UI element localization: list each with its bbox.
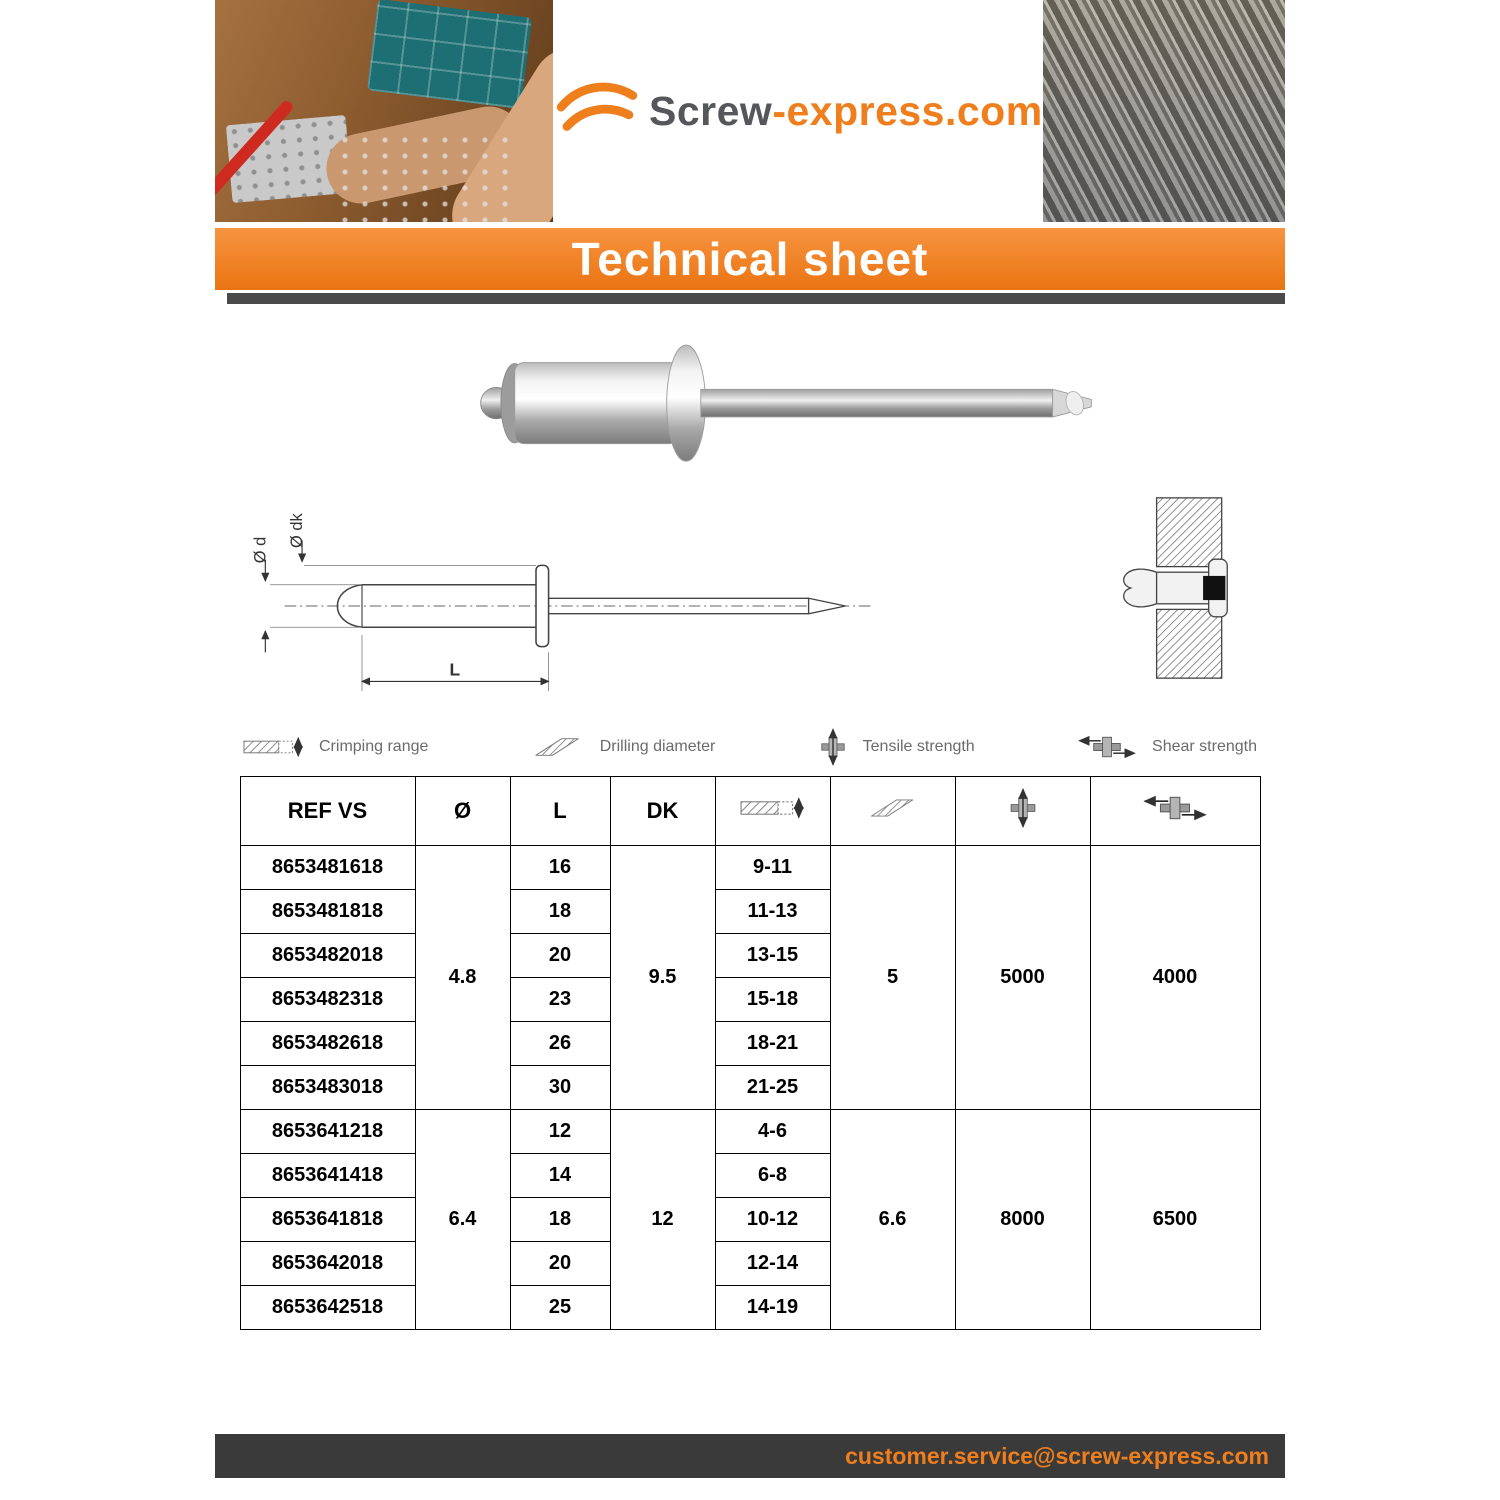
diameter-cell: 4.8 <box>415 846 510 1110</box>
diagram-row <box>215 490 1285 722</box>
installed-rivet-diagram <box>1099 490 1257 686</box>
crimp-cell: 4-6 <box>715 1110 830 1154</box>
tensile-cell: 8000 <box>955 1110 1090 1330</box>
customer-service-email: customer.service@screw-express.com <box>845 1442 1269 1469</box>
dk-cell: 12 <box>610 1110 715 1330</box>
banner <box>215 228 1285 290</box>
length-cell: 26 <box>510 1022 610 1066</box>
legend-crimping-label: Crimping range <box>319 738 429 755</box>
dk-cell: 9.5 <box>610 846 715 1110</box>
label-diameter-d: Ø d <box>251 536 270 564</box>
workbench-photo <box>215 0 553 222</box>
table-row <box>240 846 1260 890</box>
ref-cell: 8653482618 <box>240 1022 415 1066</box>
crimp-cell: 12-14 <box>715 1242 830 1286</box>
legend-shear-label: Shear strength <box>1152 738 1257 755</box>
drill-cell: 5 <box>830 846 955 1110</box>
rivet-photo-svg <box>430 330 1130 480</box>
crimp-cell: 11-13 <box>715 890 830 934</box>
shear-cell: 6500 <box>1090 1110 1260 1330</box>
drill-cell: 6.6 <box>830 1110 955 1330</box>
table-row <box>240 1110 1260 1154</box>
ref-cell: 8653642518 <box>240 1286 415 1330</box>
tensile-cell: 5000 <box>955 846 1090 1110</box>
crimp-cell: 18-21 <box>715 1022 830 1066</box>
ref-cell: 8653482318 <box>240 978 415 1022</box>
header-shear <box>1090 777 1260 846</box>
length-cell: 18 <box>510 1198 610 1242</box>
header-drilling <box>830 777 955 846</box>
table-header-row <box>240 777 1260 846</box>
header-diameter: Ø <box>415 777 510 846</box>
header-length: L <box>510 777 610 846</box>
header <box>215 0 1285 222</box>
length-cell: 18 <box>510 890 610 934</box>
technical-sheet-page <box>215 0 1285 1500</box>
logo-text-screw: Screw <box>649 87 773 134</box>
crimp-cell: 10-12 <box>715 1198 830 1242</box>
ref-cell: 8653641818 <box>240 1198 415 1242</box>
legend <box>215 726 1285 768</box>
length-cell: 25 <box>510 1286 610 1330</box>
ref-cell: 8653483018 <box>240 1066 415 1110</box>
drilling-diameter-icon <box>866 796 920 820</box>
diameter-cell: 6.4 <box>415 1110 510 1330</box>
crimp-cell: 21-25 <box>715 1066 830 1110</box>
tensile-strength-icon <box>1006 785 1040 831</box>
rivet-dimension-diagram <box>215 490 915 722</box>
ref-cell: 8653642018 <box>240 1242 415 1286</box>
ref-cell: 8653482018 <box>240 934 415 978</box>
scattered-screws <box>335 132 515 222</box>
length-cell: 20 <box>510 934 610 978</box>
rivet-photo <box>215 330 1285 482</box>
legend-tensile <box>817 726 975 768</box>
length-cell: 30 <box>510 1066 610 1110</box>
ref-cell: 8653641218 <box>240 1110 415 1154</box>
ref-cell: 8653481818 <box>240 890 415 934</box>
page-title: Technical sheet <box>571 233 929 285</box>
label-diameter-dk: Ø dk <box>288 513 307 548</box>
length-cell: 16 <box>510 846 610 890</box>
legend-drilling <box>530 735 716 759</box>
label-length: L <box>449 659 461 680</box>
screws-pile-photo <box>1043 0 1285 222</box>
length-cell: 14 <box>510 1154 610 1198</box>
spec-table <box>240 776 1261 1330</box>
header-tensile <box>955 777 1090 846</box>
organizer-box <box>367 0 532 109</box>
length-cell: 20 <box>510 1242 610 1286</box>
crimp-cell: 13-15 <box>715 934 830 978</box>
shear-strength-icon <box>1076 733 1138 761</box>
ref-cell: 8653481618 <box>240 846 415 890</box>
logo <box>553 0 1043 222</box>
header-crimping <box>715 777 830 846</box>
logo-text <box>649 88 1043 135</box>
crimp-cell: 14-19 <box>715 1286 830 1330</box>
crimp-cell: 9-11 <box>715 846 830 890</box>
tensile-strength-icon <box>817 726 849 768</box>
legend-tensile-label: Tensile strength <box>862 738 975 755</box>
header-dk: DK <box>610 777 715 846</box>
banner-underline <box>227 293 1285 304</box>
crimping-range-icon <box>243 734 305 760</box>
length-cell: 12 <box>510 1110 610 1154</box>
shear-strength-icon <box>1141 793 1209 823</box>
legend-shear <box>1076 733 1257 761</box>
length-cell: 23 <box>510 978 610 1022</box>
shear-cell: 4000 <box>1090 846 1260 1110</box>
footer-bar <box>215 1434 1285 1478</box>
crimp-cell: 15-18 <box>715 978 830 1022</box>
logo-swoosh-icon <box>553 80 639 142</box>
ref-cell: 8653641418 <box>240 1154 415 1198</box>
legend-drilling-label: Drilling diameter <box>599 738 716 755</box>
logo-text-express: -express.com <box>772 87 1043 134</box>
legend-crimping <box>243 734 428 760</box>
header-ref: REF VS <box>240 777 415 846</box>
crimp-cell: 6-8 <box>715 1154 830 1198</box>
crimping-range-icon <box>740 794 806 822</box>
drilling-diameter-icon <box>530 735 586 759</box>
